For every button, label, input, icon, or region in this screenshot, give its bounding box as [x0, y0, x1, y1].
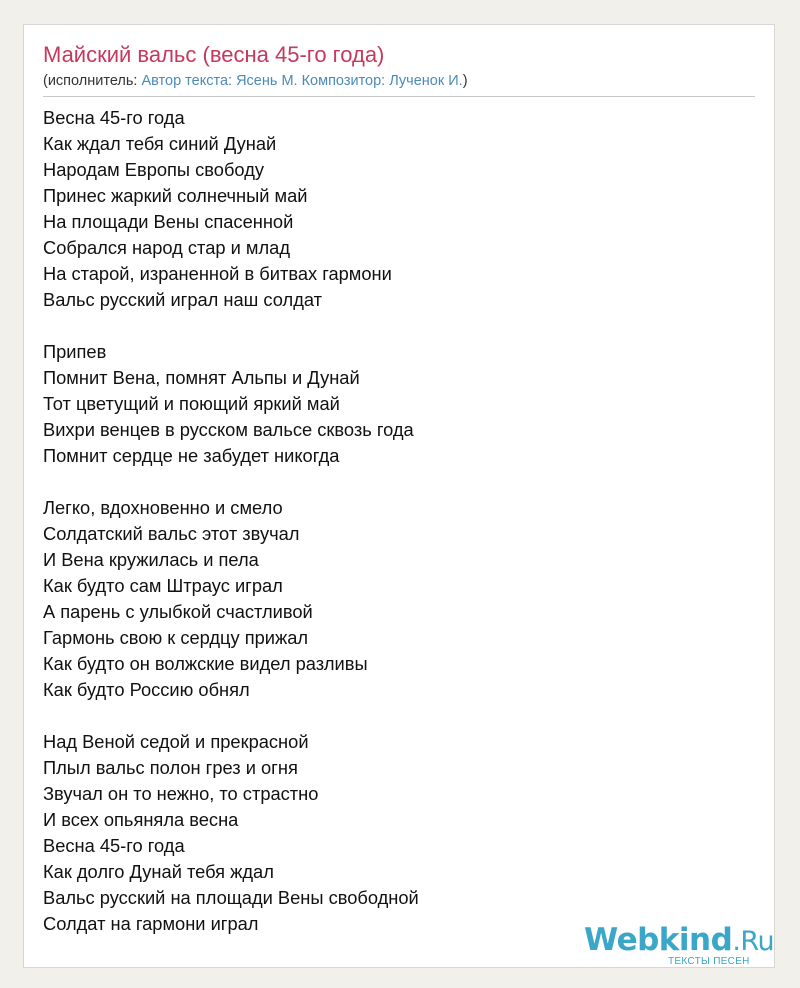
verse-3: [43, 729, 419, 937]
lyric-line: Солдатский вальс этот звучал: [43, 523, 300, 544]
chorus-label: Припев: [43, 341, 107, 362]
verse-1: [43, 105, 419, 313]
lyrics-card: [23, 24, 775, 968]
lyric-line: И Вена кружилась и пела: [43, 549, 259, 570]
lyric-line: Весна 45-го года: [43, 835, 185, 856]
lyric-line: Как долго Дунай тебя ждал: [43, 861, 274, 882]
lyric-line: Народам Европы свободу: [43, 159, 264, 180]
logo-tagline: ТЕКСТЫ ПЕСЕН: [668, 956, 750, 967]
lyric-line: Тот цветущий и поющий яркий май: [43, 393, 340, 414]
lyric-line: А парень с улыбкой счастливой: [43, 601, 313, 622]
lyric-line: Помнит сердце не забудет никогда: [43, 445, 340, 466]
lyric-line: Собрался народ стар и млад: [43, 237, 290, 258]
song-credits: [43, 73, 468, 89]
lyric-line: На площади Вены спасенной: [43, 211, 294, 232]
lyric-line: Солдат на гармони играл: [43, 913, 259, 934]
lyric-line: И всех опьяняла весна: [43, 809, 239, 830]
stanza-gap: [43, 469, 419, 495]
lyric-line: Вихри венцев в русском вальсе сквозь года: [43, 419, 414, 440]
lyrics-text: [43, 105, 419, 937]
lyric-line: Как будто он волжские видел разливы: [43, 653, 368, 674]
lyric-line: Как будто Россию обнял: [43, 679, 250, 700]
logo-wordmark: [584, 922, 774, 958]
performer-link[interactable]: Автор текста: Ясень М. Композитор: Лученок И.: [141, 73, 463, 89]
stanza-gap: [43, 313, 419, 339]
chorus: [43, 339, 419, 469]
lyric-line: Весна 45-го года: [43, 107, 185, 128]
lyric-line: Легко, вдохновенно и смело: [43, 497, 283, 518]
lyric-line: Помнит Вена, помнят Альпы и Дунай: [43, 367, 360, 388]
lyric-line: Вальс русский на площади Вены свободной: [43, 887, 419, 908]
lyric-line: Гармонь свою к сердцу прижал: [43, 627, 309, 648]
lyric-line: Принес жаркий солнечный май: [43, 185, 308, 206]
lyric-line: Над Веной седой и прекрасной: [43, 731, 309, 752]
verse-2: [43, 495, 419, 703]
logo-tld: .Ru: [732, 926, 775, 957]
lyric-line: Вальс русский играл наш солдат: [43, 289, 323, 310]
logo-name: Webkind: [584, 922, 733, 958]
lyric-line: Как ждал тебя синий Дунай: [43, 133, 277, 154]
lyric-line: Плыл вальс полон грез и огня: [43, 757, 298, 778]
title-divider: [43, 96, 755, 97]
lyric-line: На старой, израненной в битвах гармони: [43, 263, 392, 284]
lyric-line: Как будто сам Штраус играл: [43, 575, 283, 596]
webkind-logo[interactable]: [584, 922, 774, 966]
performer-prefix: (исполнитель:: [43, 73, 142, 89]
lyric-line: Звучал он то нежно, то страстно: [43, 783, 319, 804]
song-title: Майский вальс (весна 45-го года): [43, 42, 385, 67]
performer-suffix: ): [462, 73, 468, 89]
stanza-gap: [43, 703, 419, 729]
